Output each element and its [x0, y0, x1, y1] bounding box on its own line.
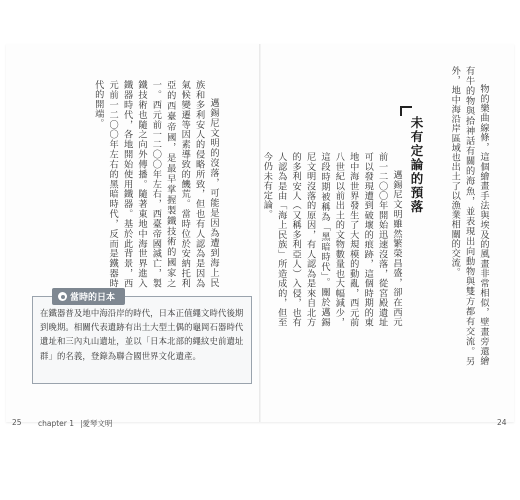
- title-bracket-icon: [400, 106, 412, 116]
- info-box-tab: 當時的日本: [52, 288, 125, 305]
- page-number-left: 25: [12, 418, 22, 427]
- footer-divider: [81, 420, 82, 428]
- page-number-right: 24: [497, 418, 507, 427]
- chapter-title: 愛琴文明: [82, 419, 113, 428]
- right-page-main-text: 邁錫尼文明雖然繁榮昌盛，卻在西元前一二〇〇年開始迅速沒落，從宮殿遺址可以發現遭到破壞的痕跡，這個時期的東地中海世界發生了大規模的動亂，西元前八世紀以前出土的文物數量也大幅減少，這段時期被稱為「黑暗時代」。關於邁錫尼文明沒落的原因，有人認為是來自北方的多利安人（又稱多利亞人）入侵，也有人認為是由「海上民族」所造成的，但至今仍未有定論。: [261, 152, 402, 327]
- info-box-text: 在鐵器普及地中海沿岸的時代，日本正值繩文時代後期到晚期。相關代表遺跡有出土大型土偶的龜岡石器時代遺址和三內丸山遺址，並以「日本北部的繩紋史前遺址群」的名義，登錄為聯合國世界文化遺產。: [40, 308, 244, 361]
- section-title: 未有定論的預落: [405, 110, 427, 220]
- chapter-label: chapter 1: [38, 419, 75, 428]
- left-page-main-text: 邁錫尼文明的沒落，可能是因為遭到海上民族和多利安人的侵略所致，但也有人認為是因為氣候變遷等因素導致的饑荒。當時位於安納托利亞的西臺帝國，是最早掌握製鐵技術的國家之一。西元前一二〇〇年左右，西臺帝國滅亡，製鐵技術也隨之向外傳播。隨著東地中海世界進入鐵器時代，各地開始使用鐵器。基於此背景，西元前一二〇〇年左右的黑暗時代，反而是鐵器時代的開端。: [92, 80, 219, 288]
- chapter-footer: [38, 418, 112, 429]
- marker-icon: [58, 292, 67, 301]
- right-page-top-text: 物的樂曲線條，這個繪畫手法與埃及的風畫非常相似，壁畫旁還繪有牛的物與拾神話有關的海魚，並表現出向動物與雙方都有交流。另外，地中海沿岸區域也出土了以漁業相關的交流。: [449, 66, 489, 366]
